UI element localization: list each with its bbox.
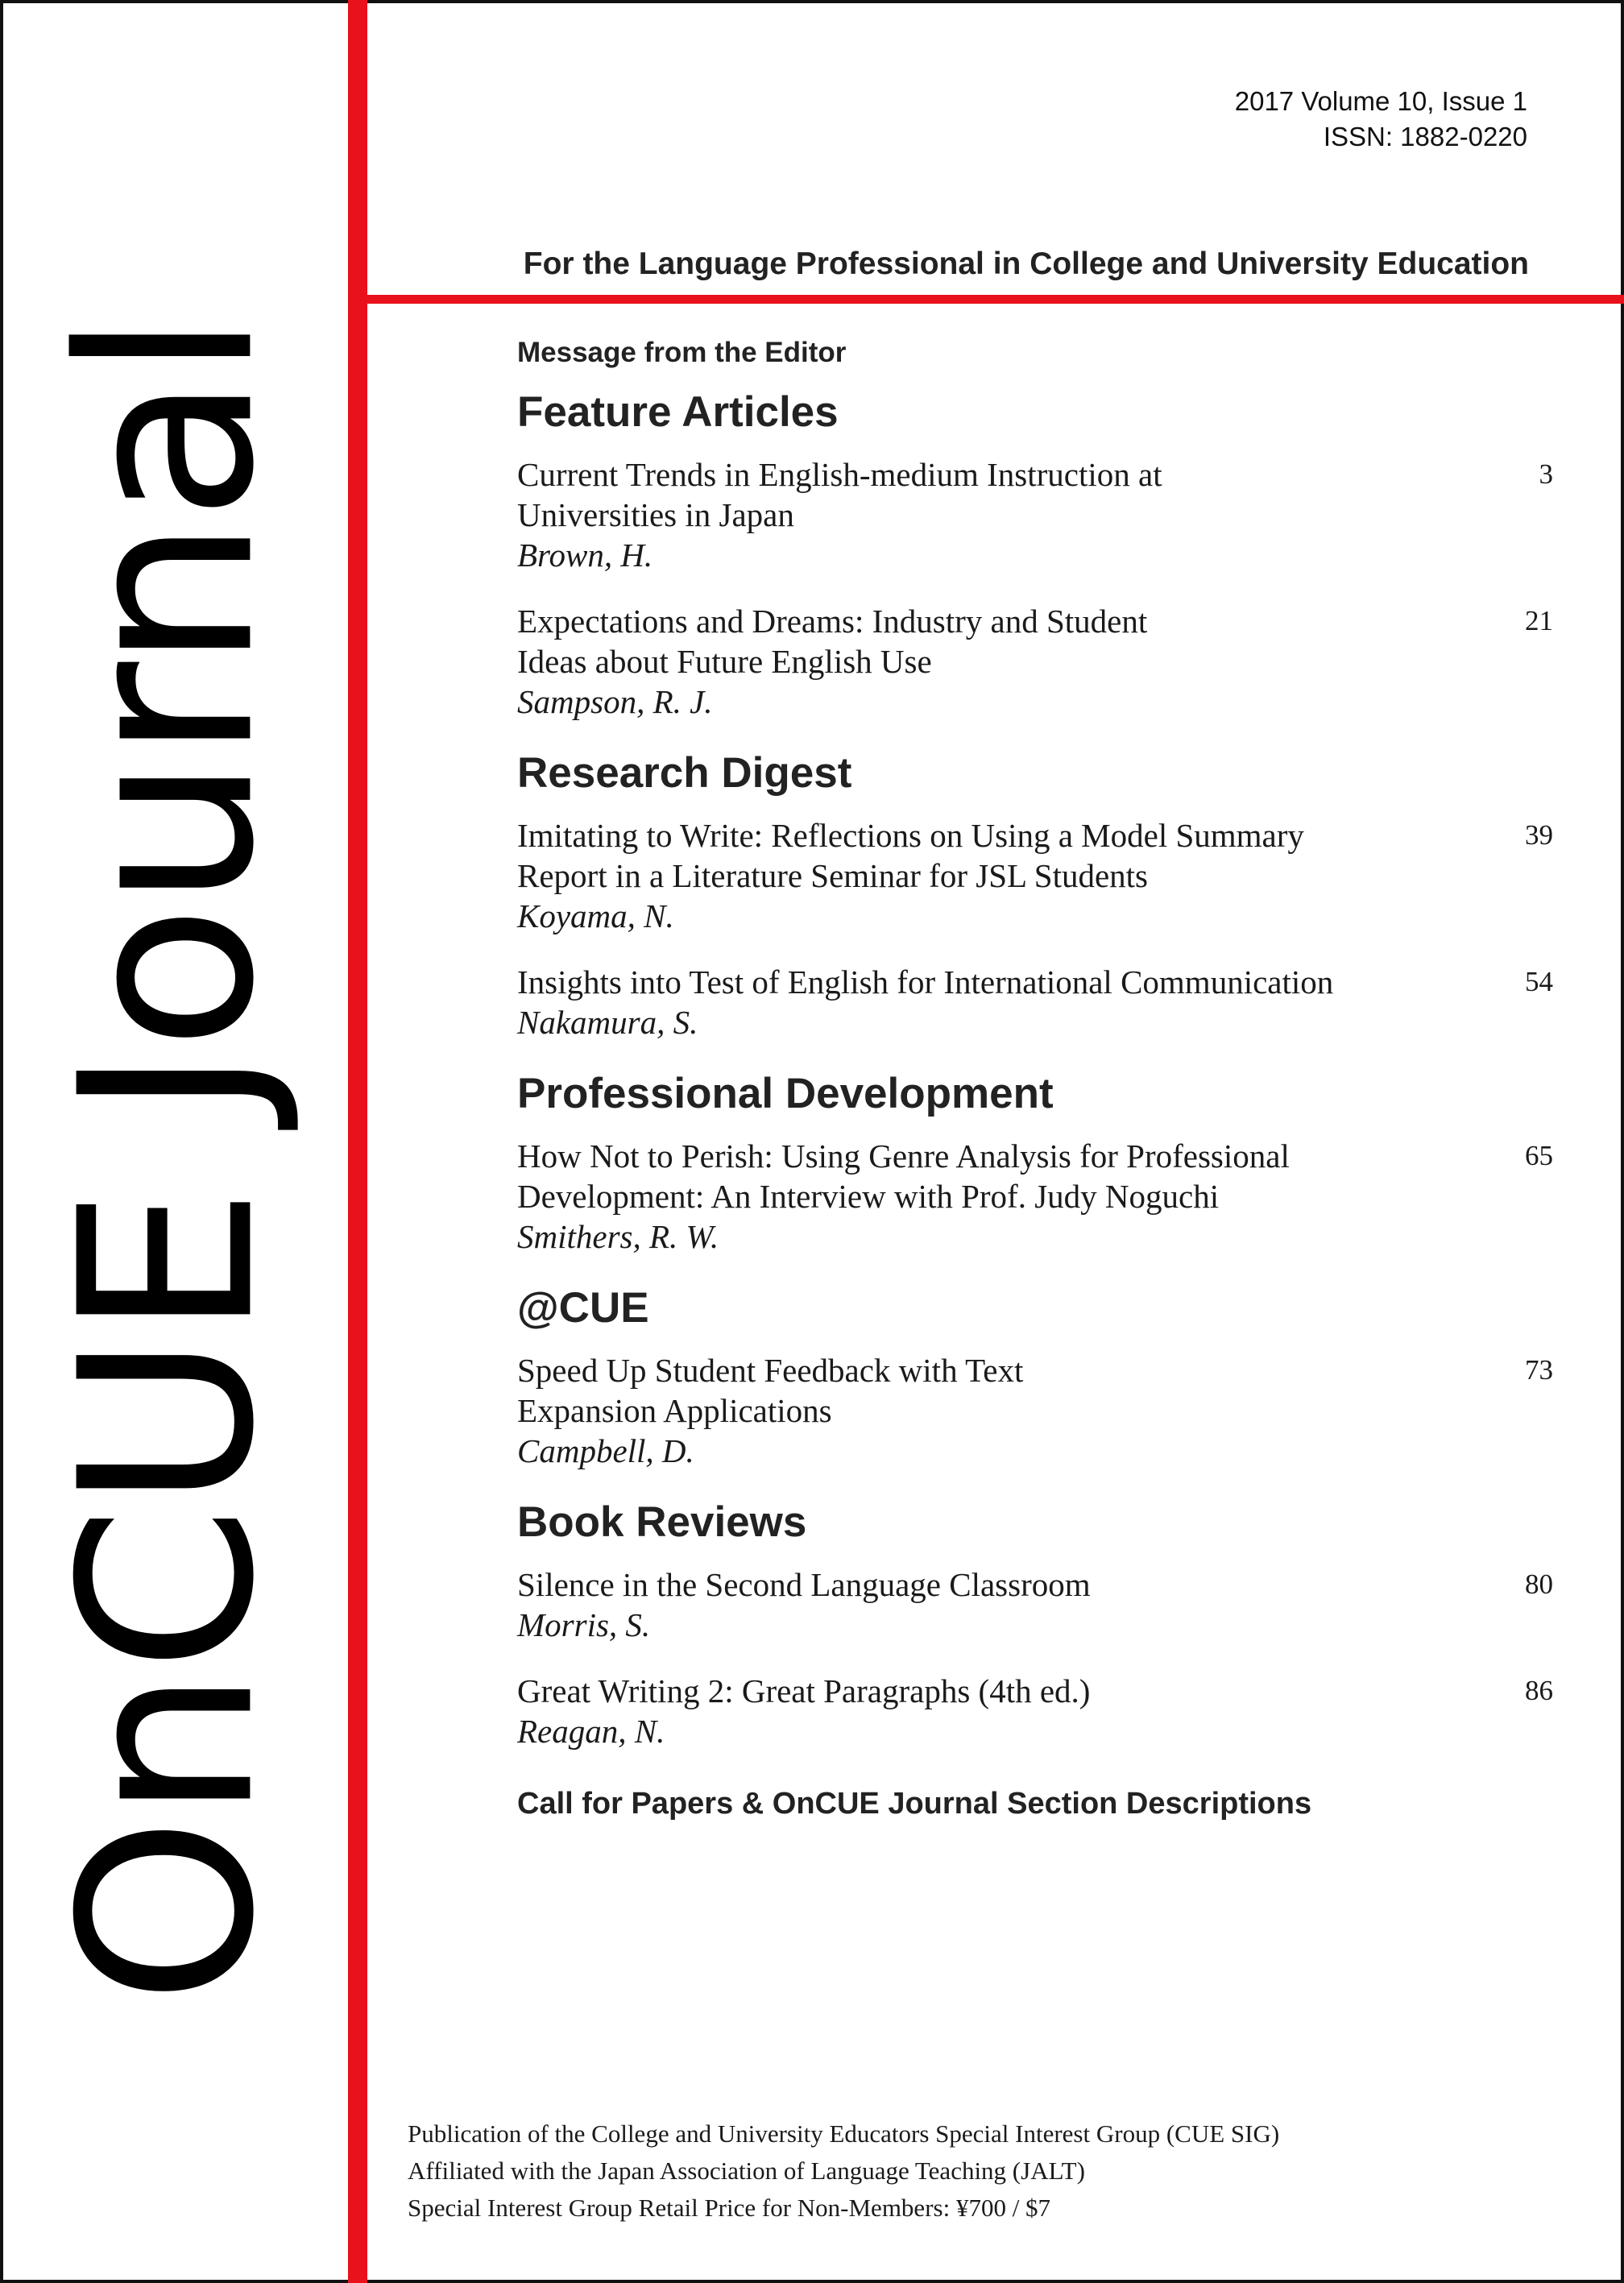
article-title-line: How Not to Perish: Using Genre Analysis for Professional: [517, 1137, 1290, 1175]
toc-entry[interactable]: [517, 1564, 1553, 1645]
page-number: 54: [1525, 966, 1553, 997]
issue-info: [1235, 84, 1527, 155]
red-horizontal-rule: [367, 295, 1624, 304]
article-title-line: Insights into Test of English for International Communication: [517, 963, 1334, 1001]
article-author: Campbell, D.: [517, 1432, 694, 1469]
article-title: [517, 601, 1424, 682]
article-author: Brown, H.: [517, 537, 653, 574]
article-author: Koyama, N.: [517, 897, 674, 934]
article-author: Morris, S.: [517, 1606, 651, 1643]
page-number: 86: [1525, 1675, 1553, 1706]
section-heading-research-digest: Research Digest: [517, 749, 852, 797]
page-number: 73: [1525, 1354, 1553, 1386]
article-title-line: Speed Up Student Feedback with Text: [517, 1352, 1024, 1389]
article-title: [517, 962, 1424, 1002]
toc-entry[interactable]: [517, 815, 1553, 936]
editor-message-link[interactable]: Message from the Editor: [517, 337, 847, 368]
article-title-line: Great Writing 2: Great Paragraphs (4th ed.): [517, 1672, 1091, 1709]
toc-entry[interactable]: [517, 1136, 1553, 1257]
article-title-line: Ideas about Future English Use: [517, 643, 932, 680]
article-author: Nakamura, S.: [517, 1004, 698, 1041]
page-number: 39: [1525, 819, 1553, 851]
journal-title: OnCUE Journal: [28, 315, 306, 2005]
tagline: For the Language Professional in College and University Education: [523, 247, 1529, 281]
toc-entry[interactable]: [517, 454, 1553, 575]
article-title-line: Development: An Interview with Prof. Judy Noguchi: [517, 1178, 1220, 1215]
article-title: [517, 1350, 1424, 1431]
publication-footer: [408, 2115, 1279, 2227]
toc-entry[interactable]: [517, 1350, 1553, 1471]
call-for-papers-link[interactable]: Call for Papers & OnCUE Journal Section Descriptions: [517, 1787, 1312, 1821]
section-heading-book-reviews: Book Reviews: [517, 1498, 807, 1546]
article-author: Sampson, R. J.: [517, 683, 713, 720]
article-title: [517, 1564, 1424, 1605]
article-title-line: Universities in Japan: [517, 496, 794, 533]
article-author: Reagan, N.: [517, 1713, 665, 1750]
issue-issn: ISSN: 1882-0220: [1323, 122, 1527, 151]
footer-line: Affiliated with the Japan Association of Language Teaching (JALT): [408, 2157, 1085, 2185]
red-vertical-rule: [348, 0, 367, 2283]
section-heading-feature-articles: Feature Articles: [517, 388, 839, 436]
page-number: 3: [1539, 458, 1553, 490]
article-title-line: Current Trends in English-medium Instruction at: [517, 456, 1162, 493]
section-heading-at-cue: @CUE: [517, 1284, 649, 1332]
article-title-line: Report in a Literature Seminar for JSL Students: [517, 857, 1149, 894]
section-heading-professional-development: Professional Development: [517, 1070, 1054, 1117]
journal-title-vertical: [28, 173, 306, 2147]
article-title: [517, 815, 1424, 896]
footer-line: Special Interest Group Retail Price for Non-Members: ¥700 / $7: [408, 2194, 1051, 2222]
article-title-line: Expectations and Dreams: Industry and Student: [517, 603, 1148, 640]
article-title-line: Silence in the Second Language Classroom: [517, 1566, 1091, 1603]
table-of-contents: [517, 337, 1553, 1821]
article-author: Smithers, R. W.: [517, 1218, 719, 1255]
page-number: 21: [1525, 605, 1553, 636]
page-number: 80: [1525, 1568, 1553, 1600]
issue-volume: 2017 Volume 10, Issue 1: [1234, 86, 1527, 116]
article-title-line: Expansion Applications: [517, 1392, 832, 1429]
article-title: [517, 454, 1424, 535]
footer-line: Publication of the College and University Educators Special Interest Group (CUE SIG): [408, 2119, 1280, 2148]
toc-entry[interactable]: [517, 962, 1553, 1042]
page-number: 65: [1525, 1140, 1553, 1171]
article-title: [517, 1136, 1424, 1216]
article-title-line: Imitating to Write: Reflections on Using a Model Summary: [517, 817, 1304, 854]
article-title: [517, 1671, 1424, 1711]
toc-entry[interactable]: [517, 1671, 1553, 1751]
toc-entry[interactable]: [517, 601, 1553, 722]
